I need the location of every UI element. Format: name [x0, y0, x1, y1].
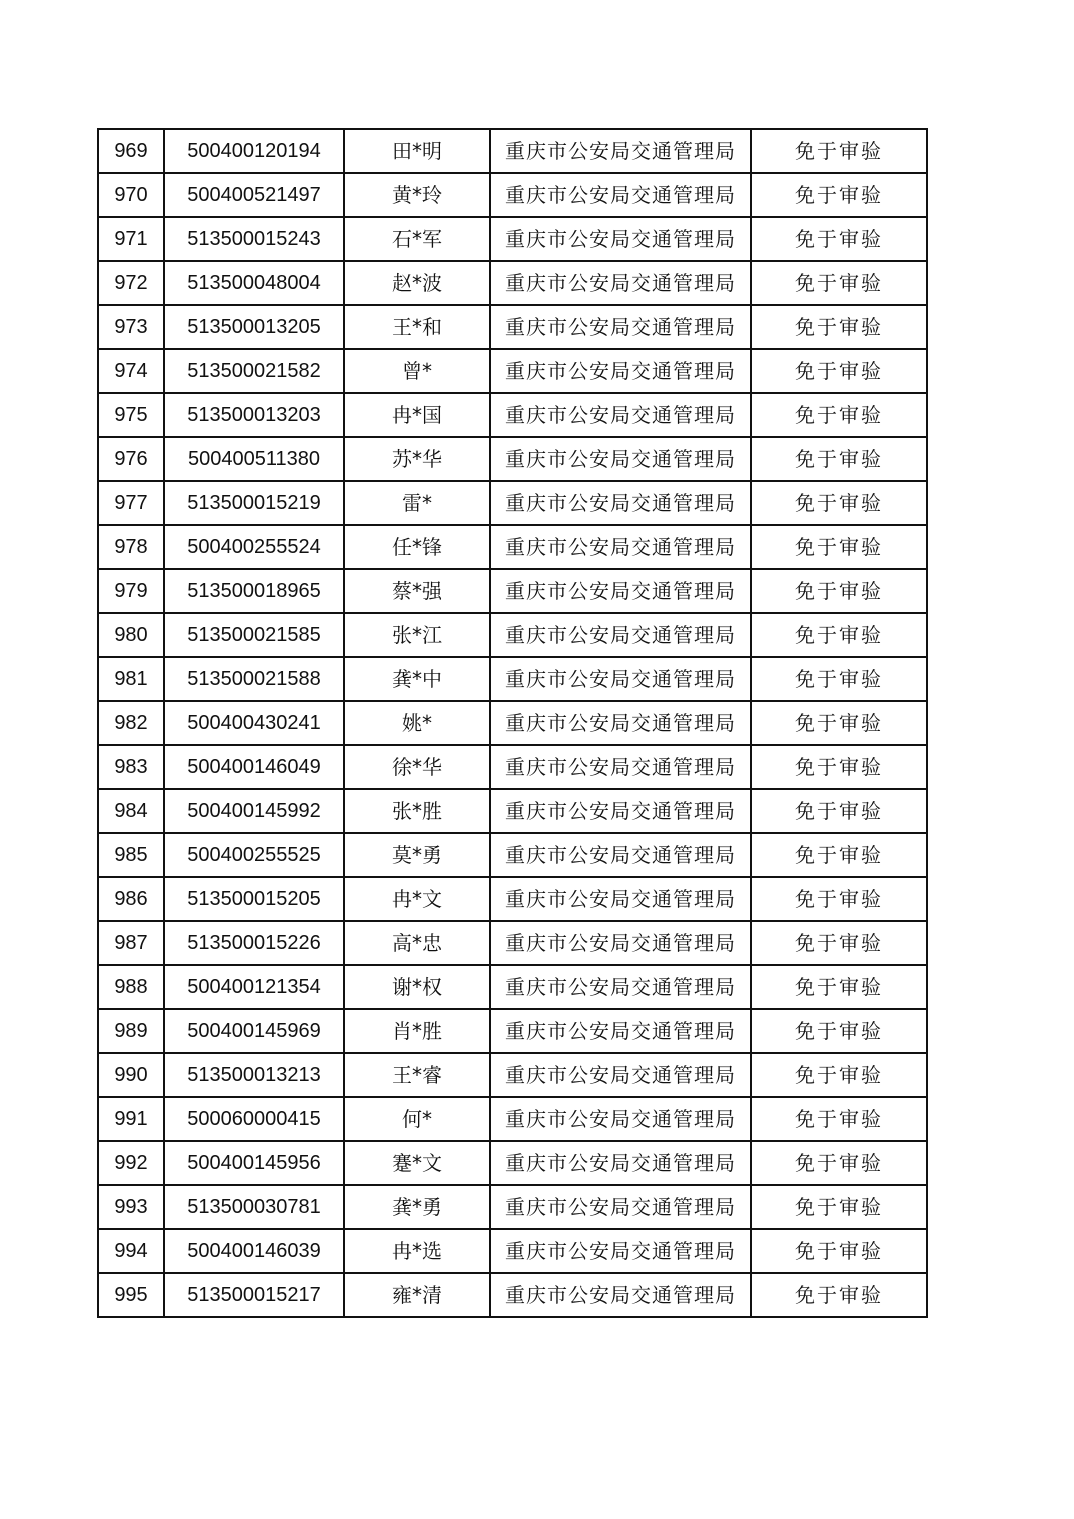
result-cell: 免于审验 — [751, 1097, 927, 1141]
row-number-cell: 972 — [98, 261, 164, 305]
table-row — [98, 525, 927, 569]
row-number-cell: 989 — [98, 1009, 164, 1053]
table-row — [98, 745, 927, 789]
row-number-cell: 975 — [98, 393, 164, 437]
person-name-cell: 雍*清 — [344, 1273, 490, 1317]
table-row — [98, 305, 927, 349]
person-name-cell: 谢*权 — [344, 965, 490, 1009]
row-number-cell: 984 — [98, 789, 164, 833]
record-id-cell: 513500021585 — [164, 613, 344, 657]
result-cell: 免于审验 — [751, 1053, 927, 1097]
table-row — [98, 217, 927, 261]
authority-cell: 重庆市公安局交通管理局 — [490, 613, 751, 657]
table-row — [98, 701, 927, 745]
authority-cell: 重庆市公安局交通管理局 — [490, 1009, 751, 1053]
result-cell: 免于审验 — [751, 525, 927, 569]
authority-cell: 重庆市公安局交通管理局 — [490, 525, 751, 569]
table-row — [98, 1097, 927, 1141]
person-name-cell: 张*江 — [344, 613, 490, 657]
table-row — [98, 965, 927, 1009]
authority-cell: 重庆市公安局交通管理局 — [490, 701, 751, 745]
record-id-cell: 500400511380 — [164, 437, 344, 481]
row-number-cell: 992 — [98, 1141, 164, 1185]
person-name-cell: 何* — [344, 1097, 490, 1141]
record-id-cell: 500400145956 — [164, 1141, 344, 1185]
row-number-cell: 988 — [98, 965, 164, 1009]
result-cell: 免于审验 — [751, 877, 927, 921]
authority-cell: 重庆市公安局交通管理局 — [490, 657, 751, 701]
person-name-cell: 蔡*强 — [344, 569, 490, 613]
authority-cell: 重庆市公安局交通管理局 — [490, 305, 751, 349]
row-number-cell: 971 — [98, 217, 164, 261]
record-id-cell: 500060000415 — [164, 1097, 344, 1141]
table-row — [98, 1229, 927, 1273]
table-row — [98, 833, 927, 877]
person-name-cell: 任*锋 — [344, 525, 490, 569]
row-number-cell: 993 — [98, 1185, 164, 1229]
row-number-cell: 986 — [98, 877, 164, 921]
record-id-cell: 513500015205 — [164, 877, 344, 921]
record-id-cell: 513500013205 — [164, 305, 344, 349]
result-cell: 免于审验 — [751, 481, 927, 525]
row-number-cell: 978 — [98, 525, 164, 569]
authority-cell: 重庆市公安局交通管理局 — [490, 921, 751, 965]
person-name-cell: 冉*选 — [344, 1229, 490, 1273]
authority-cell: 重庆市公安局交通管理局 — [490, 349, 751, 393]
person-name-cell: 苏*华 — [344, 437, 490, 481]
person-name-cell: 蹇*文 — [344, 1141, 490, 1185]
result-cell: 免于审验 — [751, 1009, 927, 1053]
table-row — [98, 877, 927, 921]
result-cell: 免于审验 — [751, 1141, 927, 1185]
person-name-cell: 冉*文 — [344, 877, 490, 921]
authority-cell: 重庆市公安局交通管理局 — [490, 833, 751, 877]
record-id-cell: 500400255525 — [164, 833, 344, 877]
row-number-cell: 994 — [98, 1229, 164, 1273]
record-id-cell: 500400430241 — [164, 701, 344, 745]
result-cell: 免于审验 — [751, 1229, 927, 1273]
table-row — [98, 1053, 927, 1097]
record-id-cell: 513500015217 — [164, 1273, 344, 1317]
person-name-cell: 高*忠 — [344, 921, 490, 965]
table-row — [98, 1185, 927, 1229]
person-name-cell: 赵*波 — [344, 261, 490, 305]
row-number-cell: 970 — [98, 173, 164, 217]
person-name-cell: 田*明 — [344, 129, 490, 173]
record-id-cell: 500400521497 — [164, 173, 344, 217]
authority-cell: 重庆市公安局交通管理局 — [490, 261, 751, 305]
person-name-cell: 龚*勇 — [344, 1185, 490, 1229]
row-number-cell: 980 — [98, 613, 164, 657]
table-row — [98, 437, 927, 481]
person-name-cell: 肖*胜 — [344, 1009, 490, 1053]
row-number-cell: 981 — [98, 657, 164, 701]
table-row — [98, 1273, 927, 1317]
record-id-cell: 513500021582 — [164, 349, 344, 393]
record-id-cell: 500400121354 — [164, 965, 344, 1009]
result-cell: 免于审验 — [751, 217, 927, 261]
authority-cell: 重庆市公安局交通管理局 — [490, 129, 751, 173]
authority-cell: 重庆市公安局交通管理局 — [490, 1273, 751, 1317]
authority-cell: 重庆市公安局交通管理局 — [490, 1053, 751, 1097]
authority-cell: 重庆市公安局交通管理局 — [490, 789, 751, 833]
person-name-cell: 王*睿 — [344, 1053, 490, 1097]
record-id-cell: 500400120194 — [164, 129, 344, 173]
authority-cell: 重庆市公安局交通管理局 — [490, 437, 751, 481]
record-id-cell: 500400145992 — [164, 789, 344, 833]
authority-cell: 重庆市公安局交通管理局 — [490, 1185, 751, 1229]
result-cell: 免于审验 — [751, 833, 927, 877]
table-row — [98, 261, 927, 305]
row-number-cell: 983 — [98, 745, 164, 789]
person-name-cell: 张*胜 — [344, 789, 490, 833]
person-name-cell: 莫*勇 — [344, 833, 490, 877]
result-cell: 免于审验 — [751, 129, 927, 173]
record-id-cell: 513500048004 — [164, 261, 344, 305]
table-row — [98, 129, 927, 173]
row-number-cell: 982 — [98, 701, 164, 745]
person-name-cell: 雷* — [344, 481, 490, 525]
result-cell: 免于审验 — [751, 569, 927, 613]
record-id-cell: 500400146039 — [164, 1229, 344, 1273]
table-row — [98, 393, 927, 437]
result-cell: 免于审验 — [751, 305, 927, 349]
row-number-cell: 987 — [98, 921, 164, 965]
record-id-cell: 513500015226 — [164, 921, 344, 965]
result-cell: 免于审验 — [751, 921, 927, 965]
row-number-cell: 969 — [98, 129, 164, 173]
authority-cell: 重庆市公安局交通管理局 — [490, 877, 751, 921]
record-id-cell: 513500015243 — [164, 217, 344, 261]
authority-cell: 重庆市公安局交通管理局 — [490, 569, 751, 613]
record-id-cell: 513500018965 — [164, 569, 344, 613]
authority-cell: 重庆市公安局交通管理局 — [490, 1141, 751, 1185]
person-name-cell: 石*军 — [344, 217, 490, 261]
row-number-cell: 985 — [98, 833, 164, 877]
result-cell: 免于审验 — [751, 261, 927, 305]
record-id-cell: 513500013203 — [164, 393, 344, 437]
authority-cell: 重庆市公安局交通管理局 — [490, 393, 751, 437]
result-cell: 免于审验 — [751, 613, 927, 657]
result-cell: 免于审验 — [751, 349, 927, 393]
table-row — [98, 569, 927, 613]
record-id-cell: 513500021588 — [164, 657, 344, 701]
result-cell: 免于审验 — [751, 701, 927, 745]
result-cell: 免于审验 — [751, 437, 927, 481]
record-id-cell: 500400255524 — [164, 525, 344, 569]
row-number-cell: 991 — [98, 1097, 164, 1141]
row-number-cell: 990 — [98, 1053, 164, 1097]
person-name-cell: 冉*国 — [344, 393, 490, 437]
table-row — [98, 173, 927, 217]
record-id-cell: 513500030781 — [164, 1185, 344, 1229]
authority-cell: 重庆市公安局交通管理局 — [490, 1229, 751, 1273]
result-cell: 免于审验 — [751, 393, 927, 437]
record-id-cell: 513500013213 — [164, 1053, 344, 1097]
row-number-cell: 973 — [98, 305, 164, 349]
row-number-cell: 974 — [98, 349, 164, 393]
row-number-cell: 995 — [98, 1273, 164, 1317]
person-name-cell: 黄*玲 — [344, 173, 490, 217]
table-row — [98, 657, 927, 701]
person-name-cell: 徐*华 — [344, 745, 490, 789]
row-number-cell: 977 — [98, 481, 164, 525]
person-name-cell: 王*和 — [344, 305, 490, 349]
authority-cell: 重庆市公安局交通管理局 — [490, 481, 751, 525]
person-name-cell: 曾* — [344, 349, 490, 393]
table-row — [98, 1009, 927, 1053]
row-number-cell: 979 — [98, 569, 164, 613]
result-cell: 免于审验 — [751, 965, 927, 1009]
result-cell: 免于审验 — [751, 657, 927, 701]
table-row — [98, 613, 927, 657]
row-number-cell: 976 — [98, 437, 164, 481]
table-row — [98, 921, 927, 965]
table-row — [98, 789, 927, 833]
table-row — [98, 349, 927, 393]
record-id-cell: 500400145969 — [164, 1009, 344, 1053]
result-cell: 免于审验 — [751, 1185, 927, 1229]
table-row — [98, 1141, 927, 1185]
result-cell: 免于审验 — [751, 789, 927, 833]
record-id-cell: 513500015219 — [164, 481, 344, 525]
authority-cell: 重庆市公安局交通管理局 — [490, 217, 751, 261]
authority-cell: 重庆市公安局交通管理局 — [490, 1097, 751, 1141]
person-name-cell: 姚* — [344, 701, 490, 745]
table-row — [98, 481, 927, 525]
authority-cell: 重庆市公安局交通管理局 — [490, 745, 751, 789]
result-cell: 免于审验 — [751, 745, 927, 789]
records-table — [97, 128, 928, 1318]
authority-cell: 重庆市公安局交通管理局 — [490, 965, 751, 1009]
result-cell: 免于审验 — [751, 1273, 927, 1317]
result-cell: 免于审验 — [751, 173, 927, 217]
authority-cell: 重庆市公安局交通管理局 — [490, 173, 751, 217]
person-name-cell: 龚*中 — [344, 657, 490, 701]
records-table-body — [98, 129, 927, 1317]
record-id-cell: 500400146049 — [164, 745, 344, 789]
